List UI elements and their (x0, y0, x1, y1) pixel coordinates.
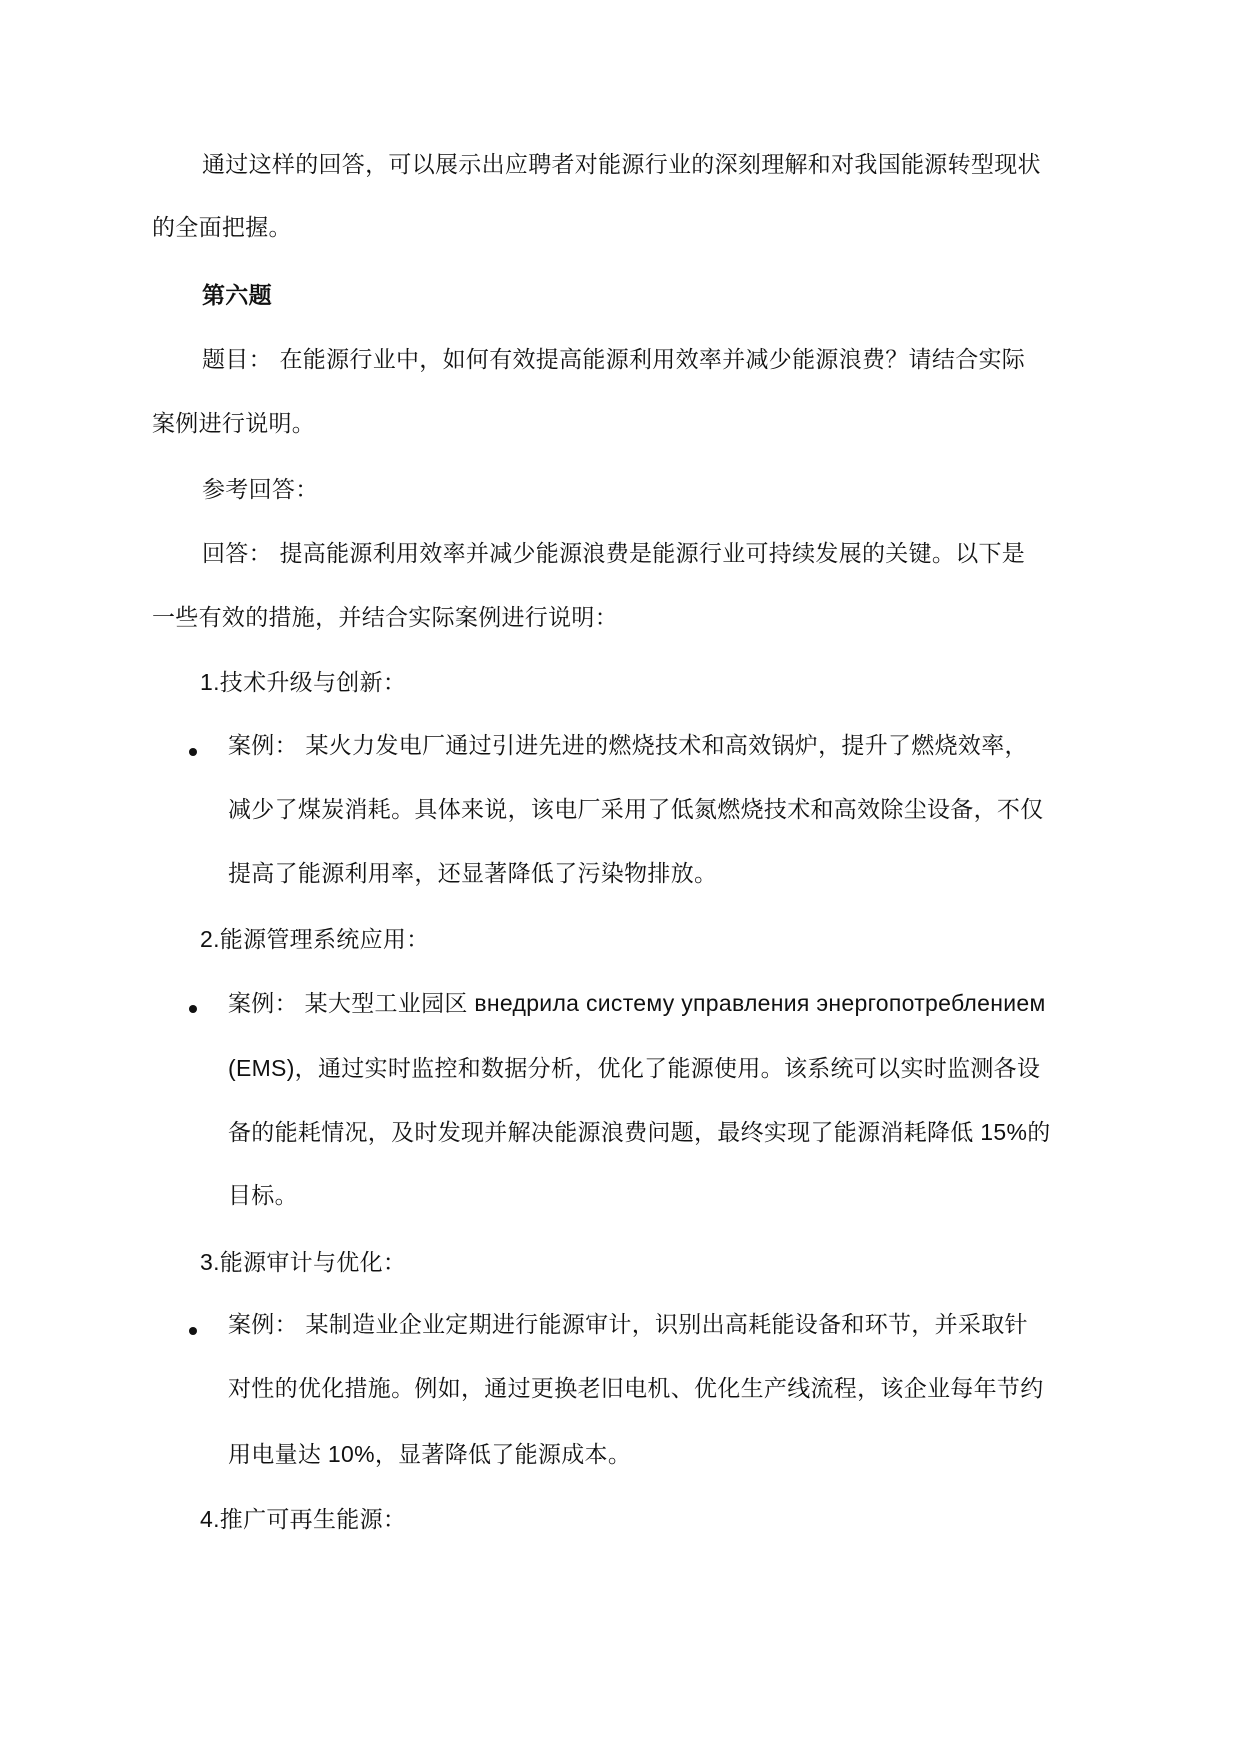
bullet-icon (189, 748, 197, 756)
list-heading: 4.推广可再生能源： (200, 1506, 407, 1532)
case-line: 备的能耗情况，及时发现并解决能源浪费问题，最终实现了能源消耗降低 15%的 (228, 1119, 1051, 1145)
paragraph-line: 的全面把握。 (152, 215, 292, 241)
case-line: (EMS)，通过实时监控和数据分析，优化了能源使用。该系统可以实时监测各设 (228, 1055, 1041, 1081)
bullet-icon (189, 1327, 197, 1335)
list-heading: 1.技术升级与创新： (200, 669, 407, 695)
case-line: 减少了煤炭消耗。具体来说，该电厂采用了低氮燃烧技术和高效除尘设备，不仅 (228, 797, 1044, 823)
case-line: 目标。 (228, 1183, 298, 1209)
case-line: 提高了能源利用率，还显著降低了污染物排放。 (228, 861, 718, 887)
case-line: 案例： 某火力发电厂通过引进先进的燃烧技术和高效锅炉，提升了燃烧效率， (228, 733, 1028, 759)
case-line: 用电量达 10%，显著降低了能源成本。 (228, 1441, 632, 1467)
section-heading: 第六题 (202, 283, 272, 309)
question-line: 题目： 在能源行业中，如何有效提高能源利用效率并减少能源浪费？请结合实际 (202, 347, 1026, 373)
reference-answer-label: 参考回答： (202, 477, 319, 503)
answer-line: 回答： 提高能源利用效率并减少能源浪费是能源行业可持续发展的关键。以下是 (202, 541, 1026, 567)
answer-line: 一些有效的措施，并结合实际案例进行说明： (152, 605, 618, 631)
case-line: 案例： 某大型工业园区 внедрила систему управления энергопотреблением (228, 990, 1046, 1016)
case-line: 案例： 某制造业企业定期进行能源审计，识别出高耗能设备和环节，并采取针 (228, 1312, 1028, 1338)
list-heading: 2.能源管理系统应用： (200, 926, 430, 952)
list-heading: 3.能源审计与优化： (200, 1249, 407, 1275)
paragraph-line: 通过这样的回答，可以展示出应聘者对能源行业的深刻理解和对我国能源转型现状 (202, 152, 1041, 178)
question-line: 案例进行说明。 (152, 411, 316, 437)
case-line: 对性的优化措施。例如，通过更换老旧电机、优化生产线流程，该企业每年节约 (228, 1376, 1044, 1402)
bullet-icon (189, 1005, 197, 1013)
